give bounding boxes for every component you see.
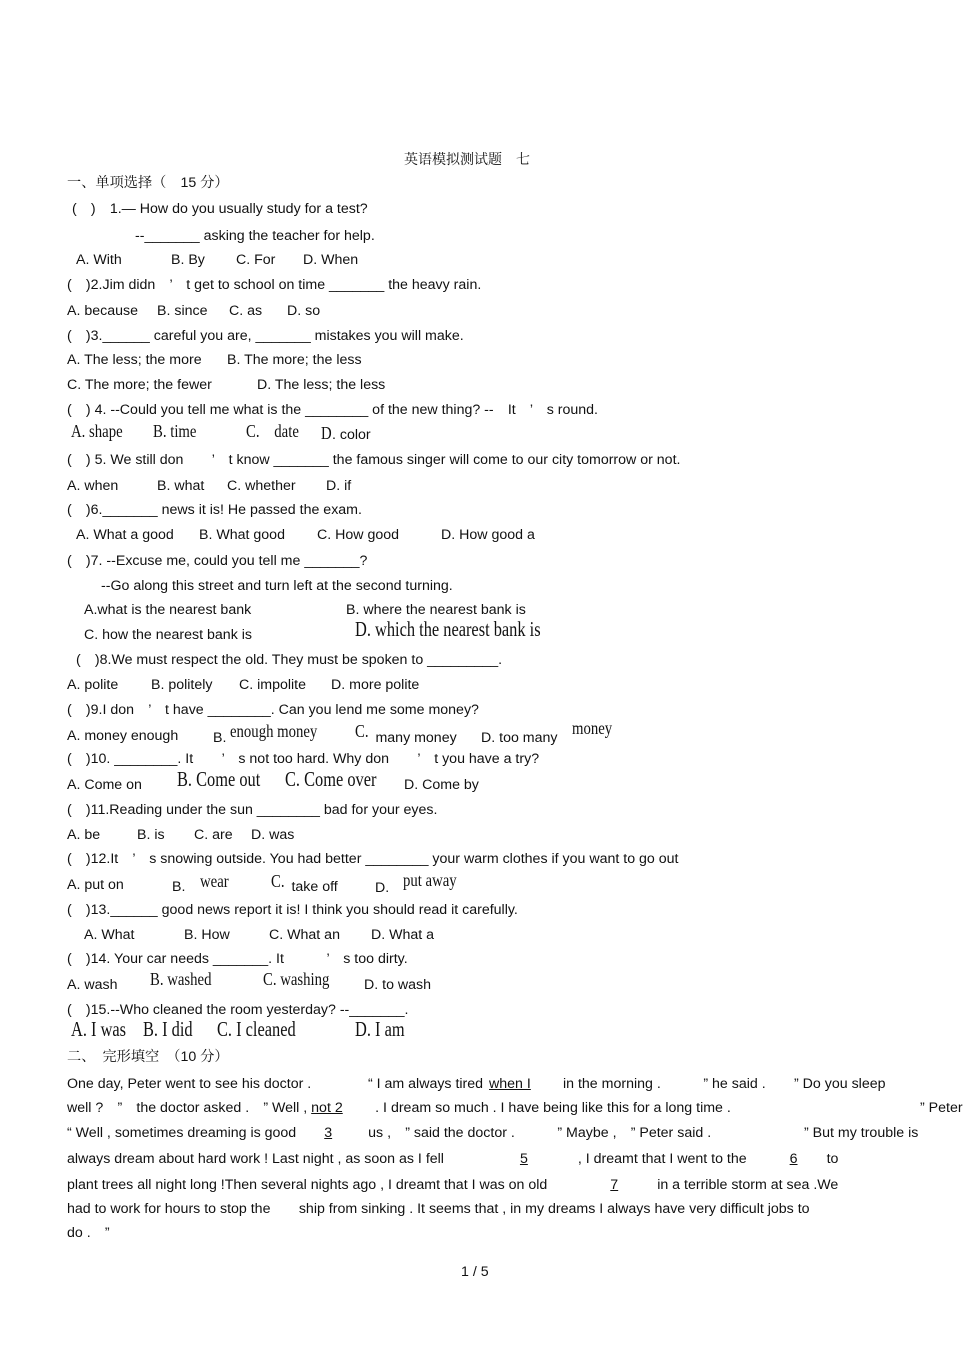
q5-option-d: D. if: [326, 478, 352, 494]
q8-option-d: D. more polite: [331, 677, 420, 693]
q14-stem: ( )14. Your car needs _______. It ’ s too dirty.: [67, 951, 408, 967]
q10-option-c: C. Come over: [285, 767, 377, 791]
section2-heading: 二、 完形填空 （10 分）: [67, 1049, 229, 1065]
q14-option-b: B. washed: [150, 969, 212, 989]
q8-option-a: A. polite: [67, 677, 119, 693]
q1-stem: ( ) 1.— How do you usually study for a test?: [72, 201, 368, 217]
q5-option-c: C. whether: [227, 478, 296, 494]
q3-option-b: B. The more; the less: [227, 352, 362, 368]
q7-option-c: C. how the nearest bank is: [84, 627, 252, 643]
q4-stem: ( ) 4. --Could you tell me what is the ________ of the new thing? -- It ’ s round.: [67, 402, 598, 418]
q12-option-a: A. put on: [67, 877, 124, 893]
q14-option-c: C. washing: [263, 969, 330, 989]
q2-option-c: C. as: [229, 303, 263, 319]
q7-response: --Go along this street and turn left at the second turning.: [101, 578, 453, 594]
q4-option-b: B. time: [153, 421, 197, 441]
cloze-line-1: One day, Peter went to see his doctor . “ I am always tired when I in the morning . ” he said . ” Do you sleep: [67, 1076, 886, 1092]
cloze-line-5: plant trees all night long !Then several nights ago , I dreamt that I was on old 7 in a terrible storm at sea .We: [67, 1177, 839, 1193]
q11-option-d: D. was: [251, 827, 295, 843]
cloze-line-6: had to work for hours to stop the ship from sinking . It seems that , in my dreams I always have very difficult jobs to: [67, 1201, 810, 1217]
cloze-line-4: always dream about hard work ! Last night , as soon as I fell 5 , I dreamt that I went to the 6 to: [67, 1151, 839, 1167]
q5-option-b: B. what: [157, 478, 205, 494]
q11-stem: ( )11.Reading under the sun ________ bad for your eyes.: [67, 802, 438, 818]
q7-option-a: A.what is the nearest bank: [84, 602, 252, 618]
q10-option-b: B. Come out: [177, 767, 261, 791]
q3-option-c: C. The more; the fewer: [67, 377, 212, 393]
q9-option-b: B. enough money: [213, 721, 318, 746]
page-title: 英语模拟测试题 七: [404, 151, 530, 167]
q13-option-b: B. How: [184, 927, 230, 943]
q10-option-a: A. Come on: [67, 777, 142, 793]
page-number: 1 / 5: [461, 1264, 489, 1280]
q15-option-c: C. I cleaned: [217, 1017, 296, 1041]
q1-option-c: C. For: [236, 252, 276, 268]
q6-option-c: C. How good: [317, 527, 400, 543]
q9-stem: ( )9.I don ’ t have ________. Can you lend me some money?: [67, 702, 479, 718]
q7-option-d: D. which the nearest bank is: [355, 617, 541, 641]
q10-stem: ( )10. ________. It ’ s not too hard. Why don ’ t you have a try?: [67, 751, 540, 767]
q14-option-d: D. to wash: [364, 977, 432, 993]
q15-option-d: D. I am: [355, 1017, 405, 1041]
q13-stem: ( )13.______ good news report it is! I think you should read it carefully.: [67, 902, 518, 918]
q5-option-a: A. when: [67, 478, 119, 494]
cloze-line-2: well ? ” the doctor asked . ” Well , not 2 . I dream so much . I have being like this for a long time .: [67, 1100, 731, 1116]
q15-stem: ( )15.--Who cleaned the room yesterday? --_______.: [67, 1002, 409, 1018]
q13-option-c: C. What an: [269, 927, 340, 943]
q11-option-b: B. is: [137, 827, 165, 843]
q6-stem: ( )6._______ news it is! He passed the exam.: [67, 502, 362, 518]
q12-option-c: C. take off: [271, 871, 338, 895]
q8-option-c: C. impolite: [239, 677, 307, 693]
q12-option-d: D. put away: [375, 870, 458, 896]
q1-option-d: D. When: [303, 252, 359, 268]
q2-stem: ( )2.Jim didn ’ t get to school on time _______ the heavy rain.: [67, 277, 482, 293]
q1-option-b: B. By: [171, 252, 205, 268]
q3-option-a: A. The less; the more: [67, 352, 202, 368]
cloze-line-3-end: ” But my trouble is: [804, 1125, 919, 1141]
q9-option-c: C. many money: [355, 721, 457, 746]
q6-option-a: A. What a good: [76, 527, 174, 543]
q2-option-d: D. so: [287, 303, 321, 319]
q4-option-a: A. shape: [71, 421, 123, 441]
q12-option-b: B. wear: [172, 871, 229, 895]
cloze-line-7: do . ”: [67, 1225, 110, 1241]
q3-option-d: D. The less; the less: [257, 377, 386, 393]
q2-option-a: A. because: [67, 303, 138, 319]
q4-option-c: C. date: [246, 421, 299, 441]
q6-option-b: B. What good: [199, 527, 285, 543]
q5-stem: ( ) 5. We still don ’ t know _______ the famous singer will come to our city tomorrow or not.: [67, 452, 681, 468]
q1-response: --_______ asking the teacher for help.: [135, 228, 375, 244]
q15-option-b: B. I did: [143, 1017, 193, 1041]
q2-option-b: B. since: [157, 303, 208, 319]
q9-option-a: A. money enough: [67, 728, 179, 744]
q1-option-a: A. With: [76, 252, 122, 268]
q11-option-c: C. are: [194, 827, 233, 843]
q6-option-d: D. How good a: [441, 527, 535, 543]
q4-option-d: D. color: [321, 423, 371, 443]
cloze-line-3: “ Well , sometimes dreaming is good 3 us , ” said the doctor . ” Maybe , ” Peter said .: [67, 1125, 712, 1141]
q9-option-d: D. too many money: [481, 718, 612, 746]
q13-option-a: A. What: [84, 927, 135, 943]
q14-option-a: A. wash: [67, 977, 118, 993]
section1-heading: 一、单项选择（ 15 分）: [67, 175, 229, 191]
q12-stem: ( )12.It ’ s snowing outside. You had better ________ your warm clothes if you want to go out: [67, 851, 679, 867]
q7-stem: ( )7. --Excuse me, could you tell me _______?: [67, 553, 368, 569]
q11-option-a: A. be: [67, 827, 101, 843]
q15-option-a: A. I was: [71, 1017, 127, 1041]
q3-stem: ( )3.______ careful you are, _______ mistakes you will make.: [67, 328, 464, 344]
q10-option-d: D. Come by: [404, 777, 479, 793]
q7-option-b: B. where the nearest bank is: [346, 602, 526, 618]
q13-option-d: D. What a: [371, 927, 435, 943]
cloze-line-2-end: ” Peter: [920, 1100, 963, 1116]
q8-option-b: B. politely: [151, 677, 213, 693]
q8-stem: ( )8.We must respect the old. They must be spoken to _________.: [76, 652, 503, 668]
